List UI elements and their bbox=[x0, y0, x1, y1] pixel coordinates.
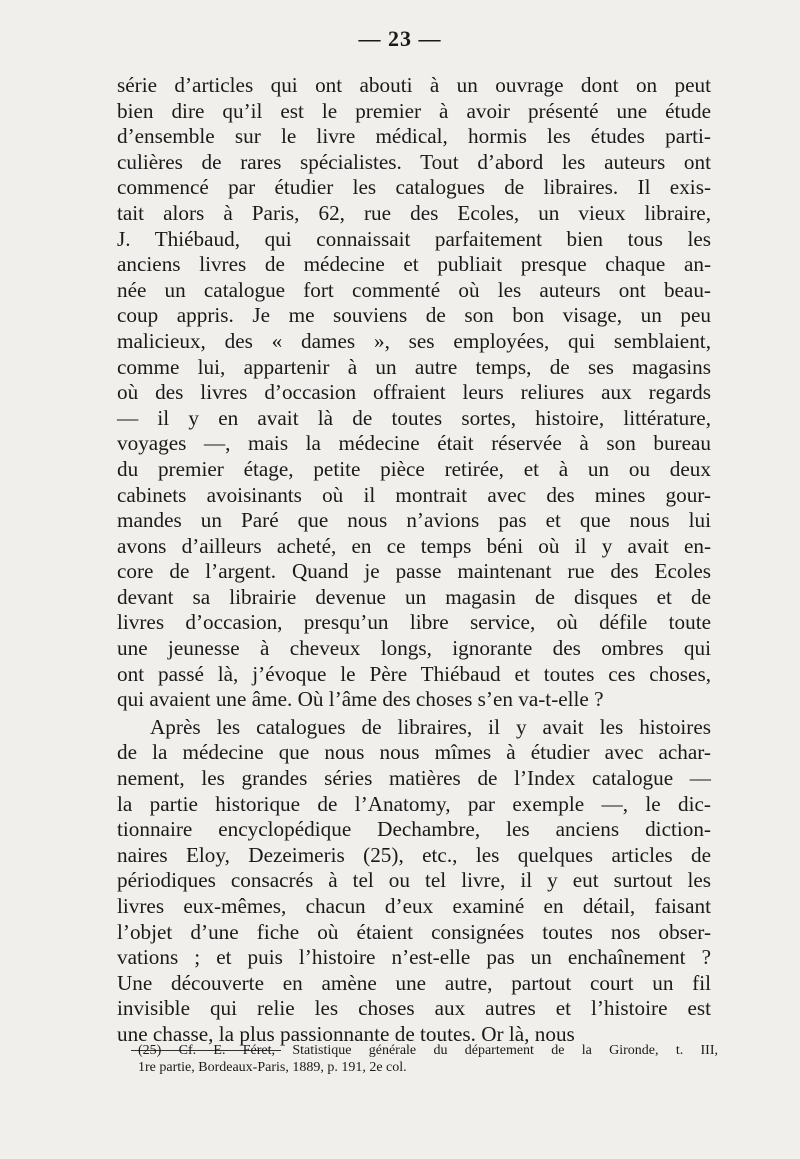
text-line: J. Thiébaud, qui connaissait parfaitement bien tous les bbox=[117, 226, 711, 251]
text-line: devant sa librairie devenue un magasin de disques et de bbox=[117, 584, 711, 609]
text-line: l’objet d’une fiche où étaient consignées toutes nos obser- bbox=[117, 919, 711, 944]
text-line: cabinets avoisinants où il montrait avec des mines gour- bbox=[117, 482, 711, 507]
paragraph-1 bbox=[117, 73, 711, 713]
text-line: naires Eloy, Dezeimeris (25), etc., les quelques articles de bbox=[117, 842, 711, 867]
text-line: livres eux-mêmes, chacun d’eux examiné en détail, faisant bbox=[117, 894, 711, 918]
text-line: nement, les grandes séries matières de l’Index catalogue — bbox=[117, 766, 711, 791]
text-line: malicieux, des « dames », ses employées, qui semblaient, bbox=[117, 328, 711, 353]
text-line: où des livres d’occasion offraient leurs reliures aux regards bbox=[117, 380, 711, 405]
page-number: — 23 — bbox=[358, 26, 442, 51]
footnote-line: (25) Cf. E. Féret, Statistique générale du département de la Gironde, t. III, bbox=[138, 1043, 718, 1058]
text-line: la partie historique de l’Anatomy, par exemple —, le dic- bbox=[117, 791, 711, 816]
text-line: de la médecine que nous nous mîmes à étudier avec achar- bbox=[117, 740, 711, 765]
text-line: ont passé là, j’évoque le Père Thiébaud et toutes ces choses, bbox=[117, 661, 711, 686]
footnote-line: 1re partie, Bordeaux-Paris, 1889, p. 191, 2e col. bbox=[138, 1060, 407, 1075]
text-line: voyages —, mais la médecine était réservée à son bureau bbox=[117, 431, 711, 456]
text-line: vations ; et puis l’histoire n’est-elle pas un enchaînement ? bbox=[117, 945, 711, 970]
paragraph-2 bbox=[117, 715, 711, 1048]
text-line: tionnaire encyclopédique Dechambre, les anciens diction- bbox=[117, 817, 711, 842]
text-line: comme lui, appartenir à un autre temps, de ses magasins bbox=[117, 354, 711, 379]
text-line: commencé par étudier les catalogues de libraires. Il exis- bbox=[117, 175, 711, 200]
text-line: une chasse, la plus passionnante de toutes. Or là, nous bbox=[117, 1021, 575, 1046]
text-line: — il y en avait là de toutes sortes, histoire, littérature, bbox=[117, 405, 711, 430]
text-line: série d’articles qui ont abouti à un ouvrage dont on peut bbox=[117, 73, 711, 97]
text-line: bien dire qu’il est le premier à avoir présenté une étude bbox=[117, 98, 711, 123]
text-line: une jeunesse à cheveux longs, ignorante des ombres qui bbox=[117, 636, 711, 661]
text-line: Après les catalogues de libraires, il y avait les histoires bbox=[150, 714, 711, 739]
text-line: née un catalogue fort commenté où les auteurs ont beau- bbox=[117, 277, 711, 302]
text-line: du premier étage, petite pièce retirée, et à un ou deux bbox=[117, 456, 711, 481]
text-line: tait alors à Paris, 62, rue des Ecoles, un vieux libraire, bbox=[117, 200, 711, 225]
text-line: Une découverte en amène une autre, partout court un fil bbox=[117, 970, 711, 995]
text-line: d’ensemble sur le livre médical, hormis les études parti- bbox=[117, 124, 711, 149]
body-text bbox=[117, 73, 711, 1048]
text-line: périodiques consacrés à tel ou tel livre, il y eut surtout les bbox=[117, 868, 711, 893]
footnote bbox=[138, 1042, 718, 1076]
text-line: culières de rares spécialistes. Tout d’abord les auteurs ont bbox=[117, 149, 711, 174]
text-line: mandes un Paré que nous n’avions pas et que nous lui bbox=[117, 508, 711, 533]
text-line: coup appris. Je me souviens de son bon visage, un peu bbox=[117, 303, 711, 328]
text-line: anciens livres de médecine et publiait presque chaque an- bbox=[117, 252, 711, 277]
text-line: avons d’ailleurs acheté, en ce temps béni où il y avait en- bbox=[117, 533, 711, 558]
text-line: invisible qui relie les choses aux autres et l’histoire est bbox=[117, 996, 711, 1021]
text-line: livres d’occasion, presqu’un libre service, où défile toute bbox=[117, 610, 711, 635]
text-line: qui avaient une âme. Où l’âme des choses s’en va-t-elle ? bbox=[117, 687, 604, 712]
text-line: core de l’argent. Quand je passe maintenant rue des Ecoles bbox=[117, 559, 711, 584]
